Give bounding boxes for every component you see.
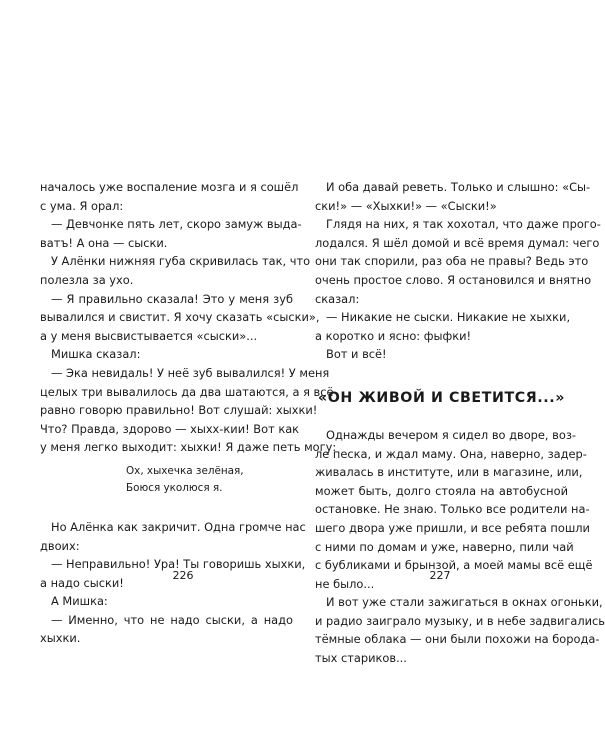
page-number-left: 226 [172, 569, 194, 582]
text-line: с ними по домам и уже, наверно, пили чай [315, 539, 574, 554]
text-line: тёмные облака — они были похожи на борода- [315, 632, 600, 647]
chapter-heading: «ОН ЖИВОЙ И СВЕТИТСЯ...» [318, 389, 565, 406]
right-page-text [315, 178, 605, 668]
verse-line: Ох, хыхечка зелёная, [126, 464, 244, 477]
text-line: полезла за ухо. [40, 272, 134, 287]
text-line: с бубликами и брынзой, а моей мамы всё ещё [315, 558, 593, 573]
text-line: очень простое слово. Я остановился и внятно [315, 272, 592, 287]
text-line: и радио заиграло музыку, и в небе задвигались [315, 613, 605, 628]
text-line: а надо сыски! [40, 575, 124, 590]
text-line: остановке. Не знаю. Только все родители на- [315, 502, 590, 517]
text-line: ватъ! А она — сыски. [40, 235, 168, 250]
text-line: живалась в институте, или в магазине, или, [315, 465, 583, 480]
text-line: лодался. Я шёл домой и всё время думал: чего [315, 235, 600, 250]
page-number-right: 227 [429, 569, 451, 582]
text-line: Глядя на них, я так хохотал, что даже прого- [326, 217, 601, 232]
text-line: они так спорили, раз оба не правы? Ведь это [315, 254, 589, 269]
text-line: ле песка, и ждал маму. Она, наверно, задер- [315, 446, 587, 461]
text-line: Что? Правда, здорово — хыхх-кии! Вот как [40, 421, 300, 436]
text-line: тых стариков... [315, 651, 407, 666]
text-line: Вот и всё! [326, 347, 387, 362]
text-line: А Мишка: [51, 594, 108, 609]
text-line: Мишка сказал: [51, 347, 141, 362]
text-line: И вот уже стали зажигаться в окнах огоньки, [326, 595, 603, 610]
text-line: хыхки. [40, 631, 81, 646]
text-line: Но Алёнка как закричит. Одна громче нас [51, 519, 306, 534]
text-line: У Алёнки нижняя губа скривилась так, что [51, 254, 311, 269]
text-line: а у меня высвистывается «сыски»... [40, 328, 258, 343]
text-line: — Именно, что не надо сыски, а надо [51, 612, 293, 627]
text-line: сказал: [315, 291, 360, 306]
text-line: у меня легко выходит: хыхки! Я даже петь могу: [40, 440, 337, 455]
text-line: ски!» — «Хыхки!» — «Сыски!» [315, 198, 497, 213]
text-line: — Эка невидаль! У неё зуб вывалился! У меня [51, 365, 330, 380]
text-line: может быть, долго стояла на автобусной [315, 483, 568, 498]
text-line: — Я правильно сказала! Это у меня зуб [51, 291, 293, 306]
verse-line: Боюся уколюся я. [126, 482, 223, 495]
text-line: шего двора уже пришли, и все ребята пошли [315, 520, 590, 535]
text-line: — Никакие не сыски. Никакие не хыхки, [326, 310, 571, 325]
song-verse [40, 463, 293, 498]
text-line: не было... [315, 576, 375, 591]
text-line: — Неправильно! Ура! Ты говоришь хыхки, [51, 557, 306, 572]
text-line: И оба давай реветь. Только и слышно: «Сы- [326, 180, 591, 194]
text-line: целых три вывалилось да два шатаются, а я всё [40, 384, 334, 399]
text-line: двоих: [40, 538, 80, 553]
text-line: вывалился и свистит. Я хочу сказать «сыски», [40, 310, 320, 325]
text-line: с ума. Я орал: [40, 198, 124, 213]
text-line: началось уже воспаление мозга и я сошёл [40, 180, 299, 194]
text-line: — Девчонке пять лет, скоро замуж выда- [51, 217, 302, 232]
text-line: а коротко и ясно: фыфки! [315, 328, 472, 343]
text-line: Однажды вечером я сидел во дворе, воз- [326, 427, 577, 442]
text-line: равно говорю правильно! Вот слушай: хыхки! [40, 403, 318, 418]
